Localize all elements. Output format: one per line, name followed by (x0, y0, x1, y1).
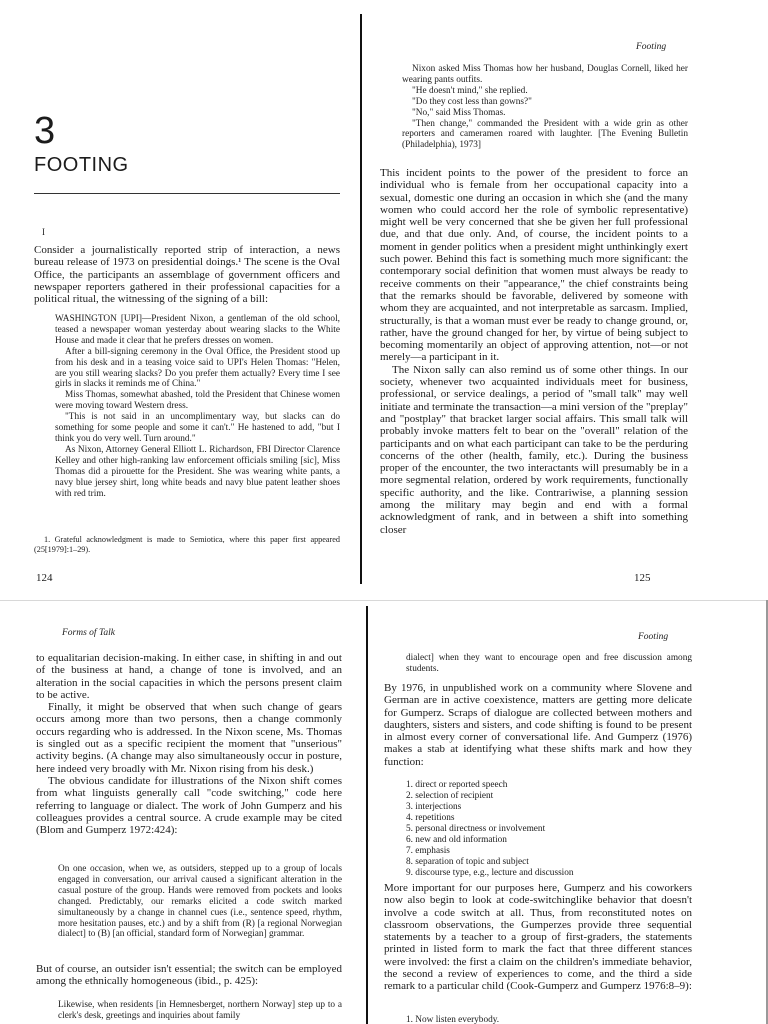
footnote: 1. Grateful acknowledgment is made to Semiotica, where this paper first appeared (25[1979]:1–29). (34, 535, 340, 554)
body-paragraph-after-quote: But of course, an outsider isn't essential; the switch can be employed among the ethnically homogeneous (ibid., p. 425): (36, 963, 342, 988)
list-item: 8. separation of topic and subject (406, 857, 529, 867)
running-head: Forms of Talk (62, 628, 115, 638)
body-text (36, 652, 342, 836)
folio: 124 (36, 572, 53, 584)
list-item: 2. selection of recipient (406, 791, 494, 801)
list-item: 4. repetitions (406, 813, 455, 823)
body-paragraph: This incident points to the power of the president to force an individual who is female from her occupational capacity into a sexual, domestic one during an occasion in which she (and the many women who could accord her the role of symbolic representative) might well be very concerned that she be given her full professional due, and that due only. And, of course, the incident points to a moment in gender politics when a president might unthinkingly exert such power. Behind this fact is something much more significant: the contemporary social definition that women must always be ready to receive comments on their "appearance," the chief constraints being that the remarks should be favorable, delivered by someone with whom they are acquainted, and not interpretable as sarcasm. Implied, structurally, is that a woman must ever be ready to change ground, or, rather, have the ground changed for her, by virtue of being subject to becoming momentarily an object of approving attention, not—or not merely—a participant in it. (380, 167, 688, 364)
quote-paragraph: After a bill-signing ceremony in the Oval Office, the President stood up from his desk and in a teasing voice said to UPI's Helen Thomas: "Helen, are you still wearing slacks? Do you prefer them actually? Every time I see girls in slacks it reminds me of China." (55, 346, 340, 390)
hemnesberget-quote: Likewise, when residents [in Hemnesberget, northern Norway] step up to a clerk's desk, greetings and inquiries about family (58, 1000, 342, 1021)
nixon-quote-cont: Nixon asked Miss Thomas how her husband, Douglas Cornell, liked her wearing pants outfits. "He doesn't mind," she replied. "Do they cost less than gowns?" "No," said Miss Thomas. "Then change," commanded the President with a wide grin as other reporters and cameramen roared with laughter. [The Evening Bulletin (Philadelphia), 1973] (402, 64, 688, 151)
running-head: Footing (636, 42, 667, 52)
quote-paragraph: Miss Thomas, somewhat abashed, told the President that Chinese women were moving toward Western dress. (55, 390, 340, 412)
list-item: 3. interjections (406, 802, 462, 812)
page-row-divider (0, 600, 768, 601)
list-item: 1. Now listen everybody. (406, 1015, 500, 1024)
chapter-number: 3 (34, 110, 56, 152)
list-item: 6. new and old information (406, 835, 507, 845)
list-item: 1. direct or reported speech (406, 780, 508, 790)
body-paragraph: By 1976, in unpublished work on a community where Slovene and German are in active coexistence, matters are getting more delicate for Gumperz. Scraps of dialogue are collected between mothers and daughters, sisters and sisters, and code shifting is found to be present in almost every corner of conversational life. And Gumperz (1976) makes a stab at identifying what these shifts mark and how they function: (384, 682, 692, 768)
chapter-title: FOOTING (34, 154, 129, 176)
shift-functions-list (406, 780, 574, 879)
body-text (380, 167, 688, 536)
page-126 (0, 602, 360, 1024)
intro-paragraph: Consider a journalistically reported strip of interaction, a news bureau release of 1973 on presidential doings.¹ The scene is the Oval Office, the participants an assemblage of government officers and newspaper reporters gathered in their professional capacities for a political ritual, the witnessing of the signing of a bill: (34, 244, 340, 306)
page-124 (0, 0, 360, 598)
body-paragraph: More important for our purposes here, Gumperz and his coworkers now also begin to look at code-switchinglike behavior that doesn't involve a code switch at all. Thus, from reconstituted notes on classroom observations, the Gumperzes provide three sequential statements by a teacher to a group of first-graders, the statements printed in listed form to mark the fact that three different stances were involved: the first a claim on the children's immediate behavior, the second a review of experiences to come, and the third a side remark to a particular child (Cook-Gumperz and Gumperz 1976:8–9): (384, 882, 692, 993)
running-head: Footing (638, 632, 669, 642)
upi-quote (55, 314, 340, 499)
body-paragraph: The Nixon sally can also remind us of some other things. In our society, whenever two acquainted individuals meet for business, professional, or service dealings, a period of "small talk" may well initiate and terminate the transaction—a mini version of the "preplay" and "postplay" that bracket larger social affairs. This small talk will probably invoke matters felt to bear on the "overall" relation of the participants and on what each participant can take to be the perduring concerns of the other (health, family, etc.). During the business proper of the encounter, the two interactants will presumably be in a more segmental relation, ordered by work requirements, functionally specific authority, and the like. Contrariwise, a planning session among the military may begin and end with a formal acknowledgment of rank, and in between a shift into something closer (380, 363, 688, 536)
quote-paragraph: As Nixon, Attorney General Elliott L. Richardson, FBI Director Clarence Kelley and other high-ranking law enforcement officials smiling [sic], Miss Thomas did a pirouette for the President. She was wearing white pants, a navy blue jersey shirt, long white beads and navy blue patent leather shoes with red trim. (55, 444, 340, 499)
body-paragraph: The obvious candidate for illustrations of the Nixon shift comes from what linguists generally call "code switching," code here referring to language or dialect. The work of John Gumperz and his colleagues provides a central source. A crude example may be cited (Blom and Gumperz 1972:424): (36, 774, 342, 837)
list-item: 7. emphasis (406, 846, 450, 856)
chapter-rule (34, 193, 340, 194)
list-item: 5. personal directness or involvement (406, 824, 546, 834)
folio: 125 (634, 572, 651, 584)
page-127 (368, 602, 768, 1024)
gutter-line-top (360, 14, 362, 584)
section-number: I (42, 227, 45, 237)
body-paragraph: to equalitarian decision-making. In either case, in shifting in and out of the business at hand, a change of tone is involved, and an alteration in the social capacities in which the persons present claim to be active. (36, 652, 342, 701)
body-paragraph: Finally, it might be observed that when such change of gears occurs among more than two persons, then a change commonly occurs regarding who is addressed. In the Nixon scene, Ms. Thomas is singled out as a specific recipient the moment that "unserious" activity begins. (A change may also simultaneously occur in posture, here indeed very broadly with Mr. Nixon rising from his desk.) (36, 701, 342, 775)
page-125 (368, 0, 768, 598)
blom-gumperz-quote: On one occasion, when we, as outsiders, stepped up to a group of locals engaged in conversation, our arrival caused a significant alteration in the casual posture of the group. Hands were removed from pockets and looks changed. Predictably, our remarks elicited a code switch marked simultaneously by a change in channel cues (i.e., sentence speed, rhythm, more hesitation pauses, etc.) and by a shift from (R) [a regional Norwegian dialect] to (B) [an official, standard form of Norwegian] grammar. (58, 864, 342, 940)
teacher-statements-list (406, 1015, 499, 1024)
quote-paragraph: "This is not said in an uncomplimentary way, but slacks can do something for some people and some it can't." He hastened to add, "but I think you do very well. Turn around." (55, 412, 340, 444)
quote-tail: dialect] when they want to encourage open and free discussion among students. (406, 653, 692, 674)
list-item: 9. discourse type, e.g., lecture and discussion (406, 868, 574, 878)
quote-paragraph: WASHINGTON [UPI]—President Nixon, a gentleman of the old school, teased a newspaper woman yesterday about wearing slacks to the White House and made it clear that he prefers dresses on women. (55, 314, 340, 346)
